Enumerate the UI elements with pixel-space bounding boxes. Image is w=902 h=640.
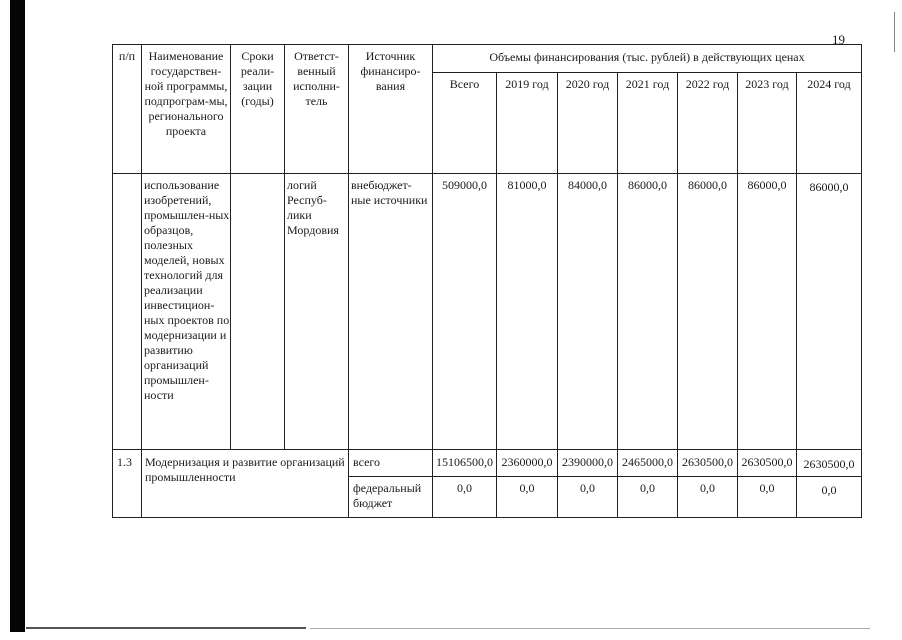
row-value: 0,0	[759, 481, 775, 495]
header-year: 2022 год	[685, 77, 730, 91]
header-col-responsible: Ответст-венный исполни-тель	[293, 49, 340, 108]
row-value: 86000,0	[688, 178, 727, 192]
row-value: 0,0	[519, 481, 535, 495]
header-col-terms: Сроки реали-зации (годы)	[240, 49, 275, 108]
page-number: 19	[832, 32, 845, 47]
header-year: 2023 год	[745, 77, 789, 91]
header-col-name: Наименование государствен-ной программы, подпрограм-мы, регионального проекта	[144, 49, 228, 138]
row-value: 81000,0	[507, 178, 547, 192]
row-value: 2390000,0	[562, 455, 613, 469]
row-value: 2360000,0	[501, 455, 553, 469]
row-value: 2630500,0	[741, 455, 793, 469]
header-year: 2024 год	[807, 77, 851, 91]
row-value: 84000,0	[568, 178, 607, 192]
row-value: 0,0	[640, 481, 655, 495]
row-source: всего	[353, 455, 381, 469]
row-number: 1.3	[117, 455, 132, 469]
row-value: 2465000,0	[622, 455, 673, 469]
row-value: 15106500,0	[436, 455, 493, 469]
header-year: Всего	[449, 77, 480, 91]
row-value: 509000,0	[442, 178, 487, 192]
row-value: 86000,0	[809, 180, 849, 194]
row-value: 0,0	[457, 481, 472, 495]
header-year: 2020 год	[565, 77, 610, 91]
row-value: 86000,0	[628, 178, 667, 192]
row-value: 0,0	[580, 481, 595, 495]
header-col-volumes: Объемы финансирования (тыс. рублей) в действующих ценах	[489, 50, 805, 64]
header-year: 2021 год	[625, 77, 670, 91]
row-responsible: логий Респуб-лики Мордовия	[287, 178, 339, 237]
row-value: 2630500,0	[803, 457, 855, 471]
row-value: 2630500,0	[682, 455, 733, 469]
row-source: внебюджет-ные источники	[351, 178, 428, 207]
row-name: Модернизация и развитие организаций промышленности	[145, 455, 345, 484]
row-value: 86000,0	[747, 178, 787, 192]
header-col-pp: п/п	[118, 49, 136, 63]
header-col-source: Источник финансиро-вания	[360, 49, 421, 93]
row-value: 0,0	[821, 483, 837, 497]
row-source: федеральный бюджет	[353, 481, 422, 510]
row-value: 0,0	[700, 481, 715, 495]
header-year: 2019 год	[505, 77, 549, 91]
row-name: использование изобретений, промышлен-ных образцов, полезных моделей, новых технологий для реализации инвестицион-ных проектов по модернизации и развитию организаций промышлен-ности	[144, 178, 230, 402]
